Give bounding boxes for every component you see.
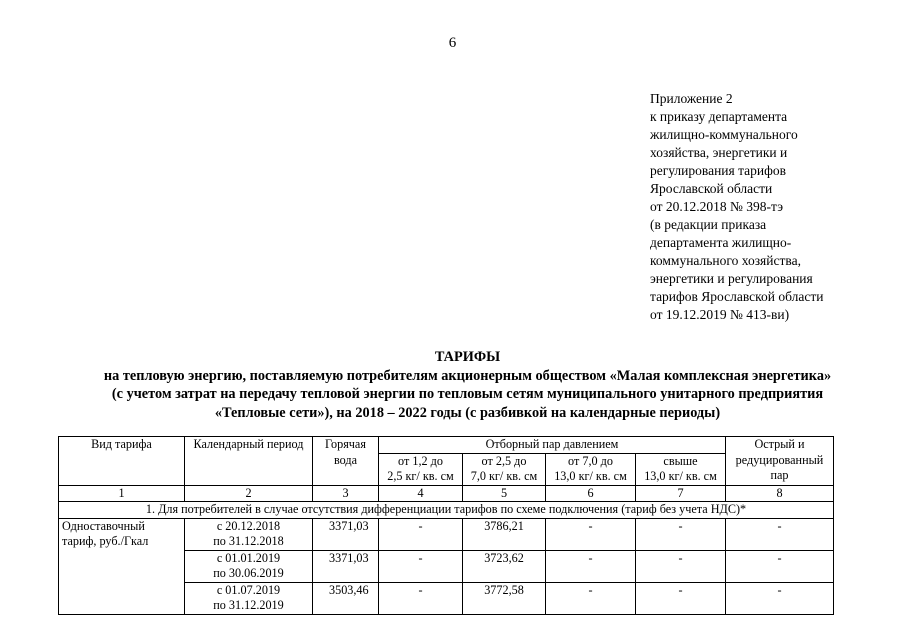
header-tariff-type: Вид тарифа	[59, 437, 185, 486]
column-number-row	[59, 485, 834, 502]
steam-7-0-value: -	[546, 550, 636, 582]
column-number: 5	[463, 485, 546, 502]
section-title: 1. Для потребителей в случае отсутствия дифференциации тарифов по схеме подключения (тариф без учета НДС)*	[59, 502, 834, 519]
column-number: 1	[59, 485, 185, 502]
steam-1-2-value: -	[379, 550, 463, 582]
steam-7-0-value: -	[546, 518, 636, 550]
period-from: с 01.01.2019	[216, 550, 281, 565]
hot-water-value: 3371,03	[313, 518, 379, 550]
steam-2-5-value: 3786,21	[463, 518, 546, 550]
steam-1-2-value: -	[379, 582, 463, 614]
period-cell	[185, 518, 313, 550]
title-line: (с учетом затрат на передачу тепловой энергии по тепловым сетям муниципального унитарного предприятия	[111, 386, 824, 402]
steam-7-0-value: -	[546, 582, 636, 614]
header-steam-1-2-b: 2,5 кг/ кв. см	[387, 469, 454, 483]
period-from: с 01.07.2019	[216, 582, 281, 597]
column-number: 6	[546, 485, 636, 502]
column-number: 3	[313, 485, 379, 502]
header-steam-1-2-a: от 1,2 до	[398, 453, 443, 468]
column-number: 2	[185, 485, 313, 502]
header-steam-1-2	[379, 453, 463, 485]
steam-2-5-value: 3772,58	[463, 582, 546, 614]
table-row	[59, 518, 834, 550]
document-title	[20, 348, 905, 422]
steam-1-2-value: -	[379, 518, 463, 550]
section-row	[59, 502, 834, 519]
header-steam-2-5-a: от 2,5 до	[481, 453, 527, 468]
steam-13-value: -	[636, 550, 726, 582]
period-to: по 31.12.2018	[213, 534, 284, 548]
period-from: с 20.12.2018	[216, 518, 281, 533]
appendix-line: коммунального хозяйства,	[650, 253, 801, 268]
period-to: по 30.06.2019	[213, 566, 284, 580]
appendix-line: департамента жилищно-	[650, 235, 792, 250]
header-steam-7-0-a: от 7,0 до	[568, 453, 613, 468]
tariff-type-line: Одноставочный	[62, 518, 145, 533]
sharp-steam-value: -	[726, 550, 834, 582]
header-steam-7-0-b: 13,0 кг/ кв. см	[554, 469, 627, 483]
appendix-line: от 19.12.2019 № 413-ви)	[650, 307, 790, 322]
header-steam-2-5-b: 7,0 кг/ кв. см	[470, 469, 538, 483]
appendix-line: от 20.12.2018 № 398-тэ	[650, 199, 784, 214]
appendix-line: Ярославской области	[650, 181, 773, 196]
steam-13-value: -	[636, 582, 726, 614]
header-steam-group: Отборный пар давлением	[379, 437, 726, 454]
appendix-line: (в редакции приказа	[650, 217, 767, 232]
tariff-type-cell	[59, 518, 185, 614]
steam-2-5-value: 3723,62	[463, 550, 546, 582]
appendix-line: энергетики и регулирования	[650, 271, 813, 286]
header-hot-water: Горячая вода	[313, 437, 379, 486]
sharp-steam-value: -	[726, 582, 834, 614]
steam-13-value: -	[636, 518, 726, 550]
appendix-line: тарифов Ярославской области	[650, 289, 824, 304]
appendix-line: Приложение 2	[650, 91, 733, 106]
column-number: 4	[379, 485, 463, 502]
appendix-block	[650, 90, 870, 324]
sharp-steam-value: -	[726, 518, 834, 550]
header-sharp-steam: Острый и редуцированный пар	[726, 437, 834, 486]
tariff-type-line: тариф, руб./Гкал	[62, 534, 149, 548]
header-steam-13-b: 13,0 кг/ кв. см	[644, 469, 717, 483]
header-steam-13	[636, 453, 726, 485]
tariff-table	[58, 436, 834, 615]
period-cell	[185, 550, 313, 582]
header-steam-2-5	[463, 453, 546, 485]
page-number: 6	[448, 35, 457, 51]
period-cell	[185, 582, 313, 614]
appendix-line: хозяйства, энергетики и	[650, 145, 788, 160]
title-line: «Тепловые сети»), на 2018 – 2022 годы (с разбивкой на календарные периоды)	[214, 404, 721, 421]
appendix-line: к приказу департамента	[650, 109, 788, 124]
period-to: по 31.12.2019	[213, 598, 284, 612]
title-line: на тепловую энергию, поставляемую потребителям акционерным обществом «Малая комплексная энергетика»	[103, 367, 832, 384]
hot-water-value: 3503,46	[313, 582, 379, 614]
header-steam-7-0	[546, 453, 636, 485]
appendix-line: регулирования тарифов	[650, 163, 787, 178]
header-steam-13-a: свыше	[663, 453, 698, 468]
header-period: Календарный период	[185, 437, 313, 486]
column-number: 8	[726, 485, 834, 502]
column-number: 7	[636, 485, 726, 502]
title-heading: ТАРИФЫ	[434, 349, 501, 365]
hot-water-value: 3371,03	[313, 550, 379, 582]
appendix-line: жилищно-коммунального	[650, 127, 798, 142]
